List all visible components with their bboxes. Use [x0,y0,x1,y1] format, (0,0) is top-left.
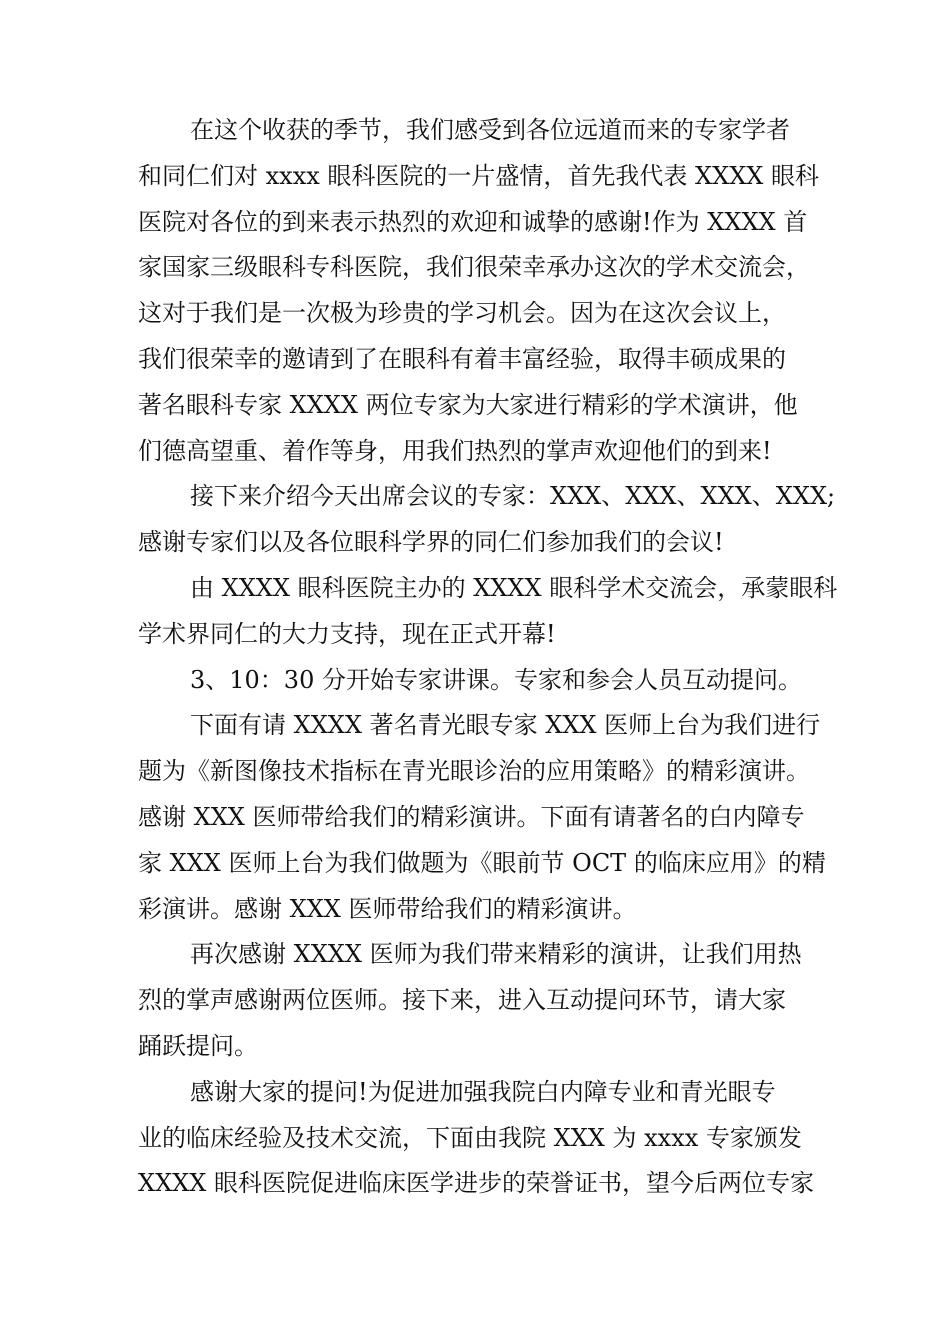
text-line: 家国家三级眼科专科医院，我们很荣幸承办这次的学术交流会， [138,253,810,282]
text-line: 我们很荣幸的邀请到了在眼科有着丰富经验，取得丰硕成果的 [138,344,786,373]
text-line: 接下来介绍今天出席会议的专家：XXX、XXX、XXX、XXX; [190,482,836,511]
text-line: 烈的掌声感谢两位医师。接下来，进入互动提问环节，请大家 [138,986,786,1015]
text-line: 下面有请 XXXX 著名青光眼专家 XXX 医师上台为我们进行 [190,711,821,740]
text-line: 家 XXX 医师上台为我们做题为《眼前节 OCT 的临床应用》的精 [138,848,826,877]
text-line: 感谢 XXX 医师带给我们的精彩演讲。下面有请著名的白内障专 [138,802,805,831]
text-line: XXXX 眼科医院促进临床医学进步的荣誉证书，望今后两位专家 [138,1169,814,1198]
text-line: 医院对各位的到来表示热烈的欢迎和诚挚的感谢!作为 XXXX 首 [138,207,808,236]
text-line: 和同仁们对 xxxx 眼科医院的一片盛情，首先我代表 XXXX 眼科 [138,161,819,190]
text-line: 题为《新图像技术指标在青光眼诊治的应用策略》的精彩演讲。 [138,757,810,786]
text-line: 学术界同仁的大力支持，现在正式开幕! [138,619,556,648]
text-line: 感谢专家们以及各位眼科学界的同仁们参加我们的会议! [138,528,724,557]
text-line: 由 XXXX 眼科医院主办的 XXXX 眼科学术交流会，承蒙眼科 [190,573,838,602]
text-line: 彩演讲。感谢 XXX 医师带给我们的精彩演讲。 [138,894,637,923]
document-body [138,108,838,1207]
text-line: 再次感谢 XXXX 医师为我们带来精彩的演讲，让我们用热 [190,940,802,969]
text-line: 感谢大家的提问!为促进加强我院白内障专业和青光眼专 [190,1077,776,1106]
text-line: 们德高望重、着作等身，用我们热烈的掌声欢迎他们的到来! [138,436,772,465]
text-line: 踊跃提问。 [138,1031,258,1060]
text-line: 业的临床经验及技术交流，下面由我院 XXX 为 xxxx 专家颁发 [138,1123,802,1152]
text-line: 著名眼科专家 XXXX 两位专家为大家进行精彩的学术演讲，他 [138,390,798,419]
text-line: 在这个收获的季节，我们感受到各位远道而来的专家学者 [190,116,790,144]
text-line: 这对于我们是一次极为珍贵的学习机会。因为在这次会议上， [138,299,786,328]
text-line: 3、10：30 分开始专家讲课。专家和参会人员互动提问。 [190,665,802,694]
